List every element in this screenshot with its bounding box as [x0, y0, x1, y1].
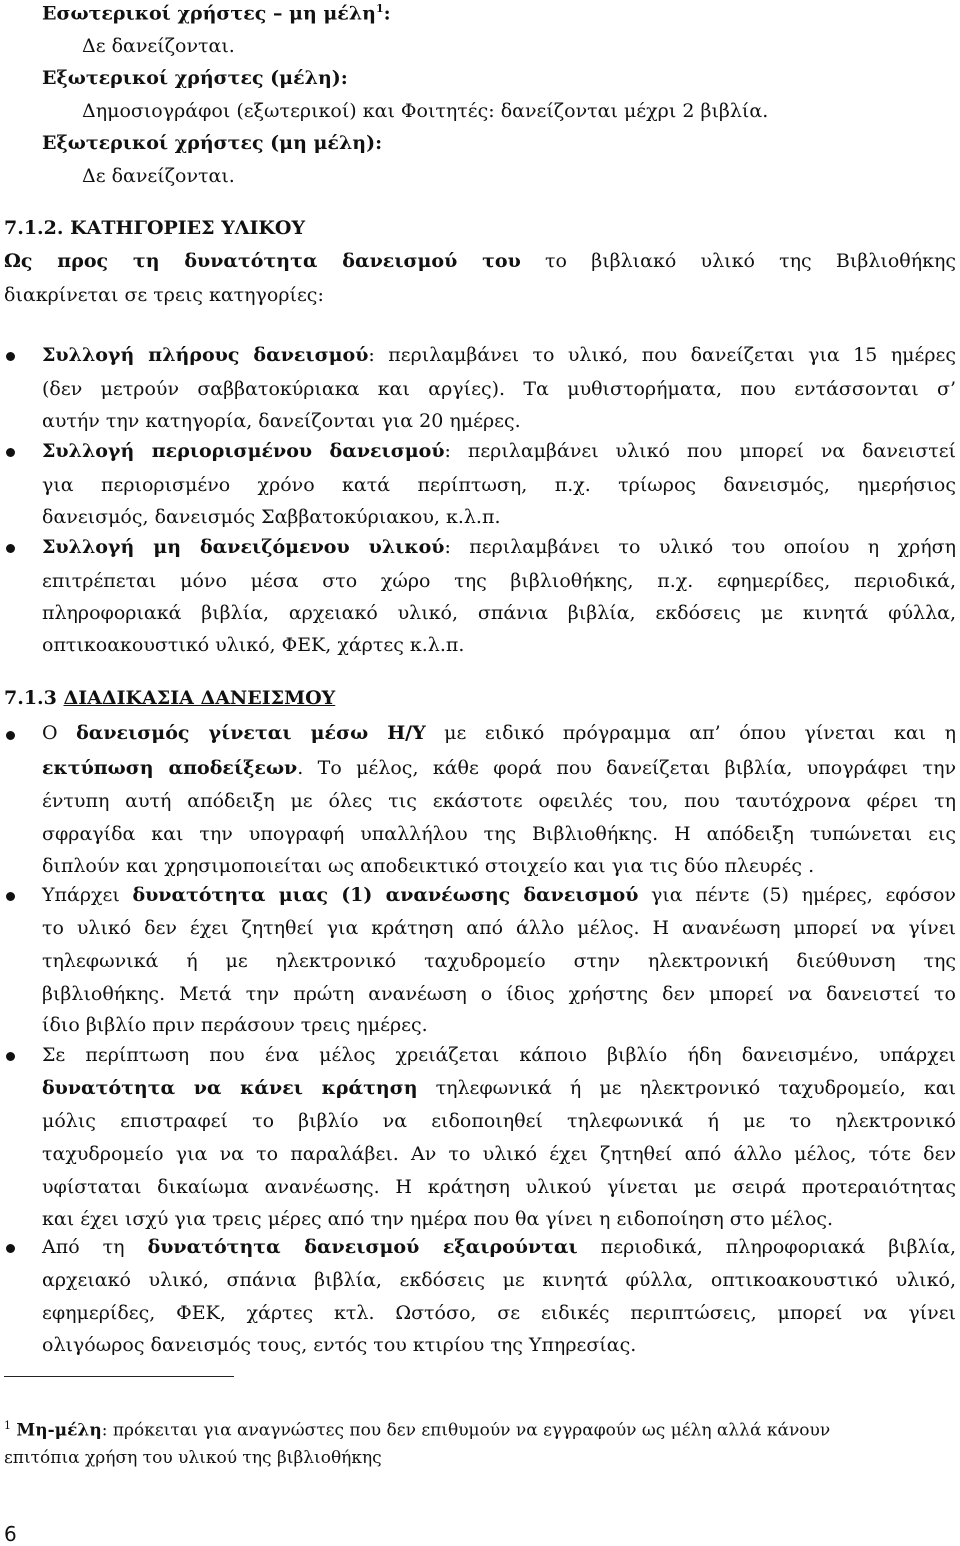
procedure-item-2-cont: ίδιο βιβλίο πριν περάσουν τρεις ημέρες.: [42, 1014, 428, 1036]
bullet-icon: [6, 544, 15, 553]
bullet-icon: [6, 1052, 15, 1061]
category-full-loan-cont: (δεν μετρούν σαββατοκύριακα και αργίες). Τα μυθιστορήματα, που εντάσσονται σ’: [42, 378, 956, 400]
procedure-item-3-cont: υφίσταται δικαίωμα ανανέωσης. Η κράτηση υλικού γίνεται με σειρά προτεραιότητας: [42, 1176, 956, 1198]
internal-nonmembers-heading: Εσωτερικοί χρήστες – μη μέλη$^1$:: [42, 2, 391, 25]
bullet-icon: [6, 352, 15, 361]
bullet-icon: [6, 731, 15, 740]
bullet-icon: [6, 448, 15, 457]
bullet-icon: [6, 892, 15, 901]
procedure-item-1-cont: εκτύπωση αποδείξεων. Το μέλος, κάθε φορά που δανείζεται βιβλία, υπογράφει την: [42, 757, 956, 779]
procedure-item-4-cont: εφημερίδες, ΦΕΚ, χάρτες κτλ. Ωστόσο, σε ειδικές περιπτώσεις, μπορεί να γίνει: [42, 1302, 956, 1324]
external-nonmembers-heading: Εξωτερικοί χρήστες (μη μέλη):: [42, 132, 383, 154]
procedure-item-1: Ο δανεισμός γίνεται μέσω Η/Υ με ειδικό πρόγραμμα απ’ όπου γίνεται και η: [42, 722, 956, 744]
category-non-loan: Συλλογή μη δανειζόμενου υλικού: περιλαμβάνει το υλικό του οποίου η χρήση: [42, 536, 957, 558]
bullet-icon: [6, 1244, 15, 1253]
procedure-item-2: Υπάρχει δυνατότητα μιας (1) ανανέωσης δανεισμού για πέντε (5) ημέρες, εφόσον: [42, 884, 956, 906]
section-712-heading: 7.1.2. ΚΑΤΗΓΟΡΙΕΣ ΥΛΙΚΟΥ: [4, 217, 306, 239]
section-712-intro-cont: διακρίνεται σε τρεις κατηγορίες:: [4, 284, 324, 306]
external-nonmembers-rule: Δε δανείζονται.: [82, 165, 235, 187]
internal-nonmembers-rule: Δε δανείζονται.: [82, 35, 235, 57]
procedure-item-1-cont: έντυπη αυτή απόδειξη με όλες τις εκάστοτε οφειλές του, που ταυτόχρονα φέρει τη: [42, 790, 956, 812]
procedure-item-3-cont: ταχυδρομείο για να το παραλάβει. Αν το υλικό έχει ζητηθεί από άλλο μέλος, τότε δεν: [42, 1143, 956, 1165]
page-number: 6: [4, 1522, 17, 1546]
external-members-rule: Δημοσιογράφοι (εξωτερικοί) και Φοιτητές: δανείζονται μέχρι 2 βιβλία.: [82, 100, 769, 122]
procedure-item-1-cont: διπλούν και χρησιμοποιείται ως αποδεικτικό στοιχείο και για τις δύο πλευρές .: [42, 855, 815, 877]
footnote-cont: επιτόπια χρήση του υλικού της βιβλιοθήκης: [4, 1448, 382, 1468]
procedure-item-3: Σε περίπτωση που ένα μέλος χρειάζεται κάποιο βιβλίο ήδη δανεισμένο, υπάρχει: [42, 1044, 956, 1066]
procedure-item-2-cont: το υλικό δεν έχει ζητηθεί για κράτηση από άλλο μέλος. Η ανανέωση μπορεί να γίνει: [42, 917, 956, 939]
category-full-loan: Συλλογή πλήρους δανεισμού: περιλαμβάνει το υλικό, που δανείζεται για 15 ημέρες: [42, 344, 956, 366]
section-712-intro: Ως προς τη δυνατότητα δανεισμού του το βιβλιακό υλικό της Βιβλιοθήκης: [4, 250, 956, 272]
footnote: $^1$ Μη-μέλη: πρόκειται για αναγνώστες που δεν επιθυμούν να εγγραφούν ως μέλη αλλά κάνουν: [4, 1419, 831, 1441]
footnote-separator: [4, 1376, 234, 1377]
section-713-heading: 7.1.3 ΔΙΑΔΙΚΑΣΙΑ ΔΑΝΕΙΣΜΟΥ: [4, 687, 336, 709]
procedure-item-3-cont: και έχει ισχύ για τρεις μέρες από την ημέρα που θα γίνει η ειδοποίηση στο μέλος.: [42, 1208, 834, 1230]
category-non-loan-cont: πληροφοριακά βιβλία, αρχειακό υλικό, σπάνια βιβλία, εκδόσεις με κινητά φύλλα,: [42, 602, 956, 624]
category-non-loan-cont: οπτικοακουστικό υλικό, ΦΕΚ, χάρτες κ.λ.π.: [42, 634, 465, 656]
external-members-heading: Εξωτερικοί χρήστες (μέλη):: [42, 67, 348, 89]
procedure-item-4-cont: αρχειακό υλικό, σπάνια βιβλία, εκδόσεις με κινητά φύλλα, οπτικοακουστικό υλικό,: [42, 1269, 956, 1291]
category-full-loan-cont: αυτήν την κατηγορία, δανείζονται για 20 ημέρες.: [42, 410, 521, 432]
category-limited-loan-cont: για περιορισμένο χρόνο κατά περίπτωση, π.χ. τρίωρος δανεισμός, ημερήσιος: [42, 474, 956, 496]
procedure-item-2-cont: βιβλιοθήκης. Μετά την πρώτη ανανέωση ο ίδιος χρήστης δεν μπορεί να δανειστεί το: [42, 983, 956, 1005]
category-non-loan-cont: επιτρέπεται μόνο μέσα στο χώρο της βιβλιοθήκης, π.χ. εφημερίδες, περιοδικά,: [42, 570, 956, 592]
procedure-item-1-cont: σφραγίδα και την υπογραφή υπαλλήλου της Βιβλιοθήκης. Η απόδειξη τυπώνεται εις: [42, 823, 956, 845]
procedure-item-3-cont: δυνατότητα να κάνει κράτηση τηλεφωνικά ή με ηλεκτρονικό ταχυδρομείο, και: [42, 1077, 956, 1099]
procedure-item-4: Από τη δυνατότητα δανεισμού εξαιρούνται περιοδικά, πληροφοριακά βιβλία,: [42, 1236, 956, 1258]
category-limited-loan: Συλλογή περιορισμένου δανεισμού: περιλαμβάνει υλικό που μπορεί να δανειστεί: [42, 440, 956, 462]
procedure-item-3-cont: μόλις επιστραφεί το βιβλίο να ειδοποιηθεί τηλεφωνικά ή με το ηλεκτρονικό: [42, 1110, 956, 1132]
procedure-item-2-cont: τηλεφωνικά ή με ηλεκτρονικό ταχυδρομείο στην ηλεκτρονική διεύθυνση της: [42, 950, 956, 972]
footnote-ref[interactable]: 1: [375, 2, 384, 15]
category-limited-loan-cont: δανεισμός, δανεισμός Σαββατοκύριακου, κ.λ.π.: [42, 506, 501, 528]
procedure-item-4-cont: ολιγόωρος δανεισμός τους, εντός του κτιρίου της Υπηρεσίας.: [42, 1334, 637, 1356]
